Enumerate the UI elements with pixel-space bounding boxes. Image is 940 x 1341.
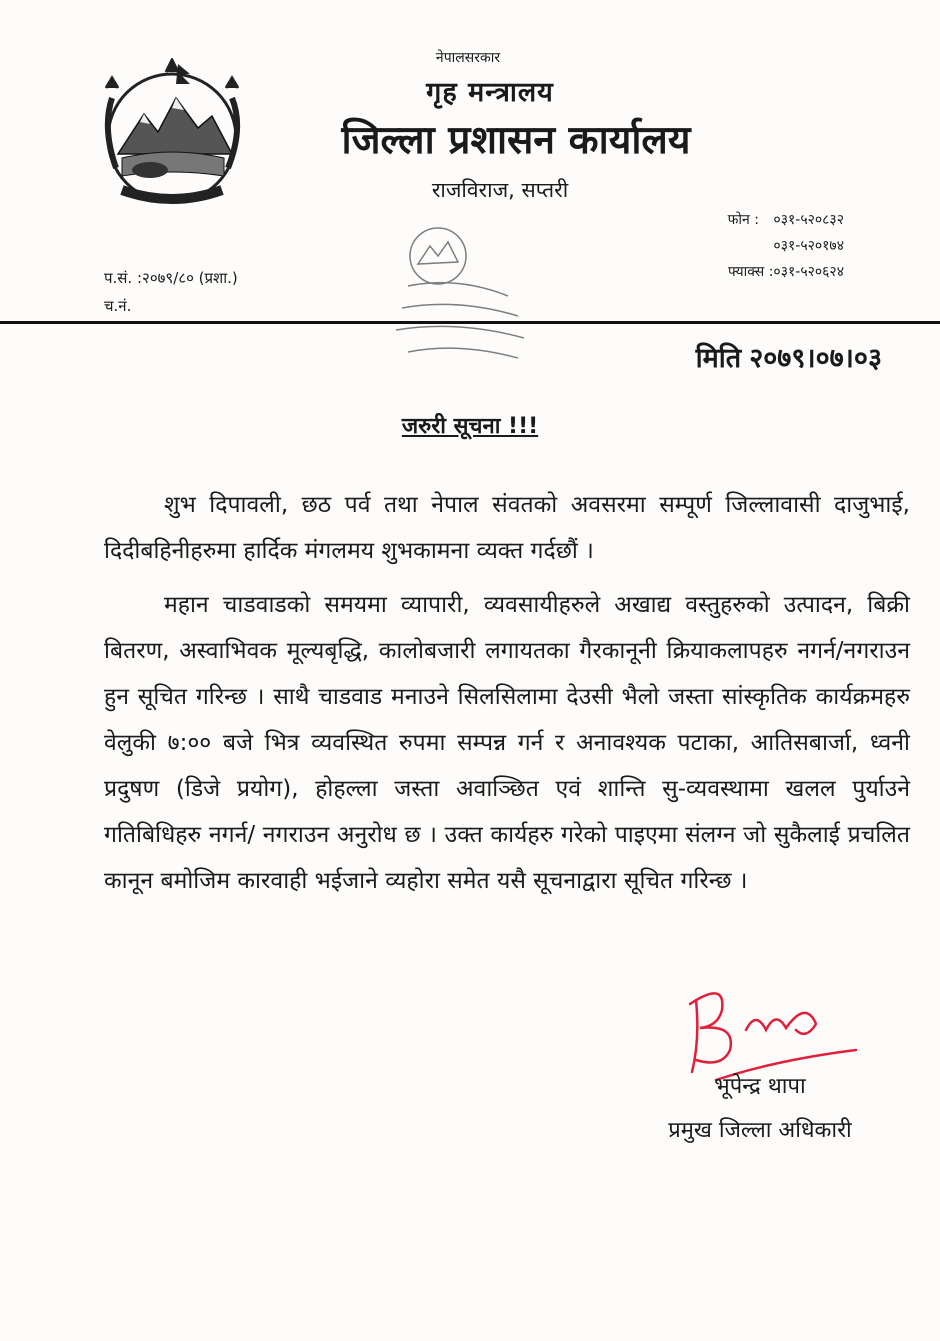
phone-number-2: ०३१-५२०१७४	[773, 238, 844, 254]
phone-label: फोन :	[727, 212, 759, 228]
nepal-emblem	[92, 58, 252, 210]
date-value: २०७९।०७।०३	[749, 343, 882, 374]
office-address: राजविराज, सप्तरी	[431, 178, 569, 202]
signer-name: भूपेन्द्र थापा	[714, 1074, 806, 1099]
reference-number: प.सं. :२०७९/८० (प्रशा.)	[104, 269, 238, 287]
ministry-name: गृह मन्त्रालय	[426, 77, 554, 108]
notice-paragraph-2: महान चाडवाडको समयमा व्यापारी, व्यवसायीहरुले अखाद्य वस्तुहरुको उत्पादन, बिक्री बितरण, अस्वाभिवक मूल्यबृद्धि, कालोबजारी लगायतका गैरकानूनी क्रियाकलापहरु नगर्न/नगराउन हुन सूचित गरिन्छ । साथै चाडवाड मनाउने सिलसिलामा देउसी भैलो जस्ता सांस्कृतिक कार्यक्रमहरु वेलुकी ७:०० बजे भित्र व्यवस्थित रुपमा सम्पन्न गर्न र अनावश्यक पटाका, आतिसबार्जा, ध्वनी प्रदुषण (डिजे प्रयोग), होहल्ला जस्ता अवाञ्छित एवं शान्ति सु-व्यवस्थामा खलल पुर्याउने गतिबिधिहरु नगर्न/ नगराउन अनुरोध छ । उक्त कार्यहरु गरेको पाइएमा संलग्न जो सुकैलाई प्रचलित कानून बमोजिम कारवाही भईजाने व्यहोरा समेत यसै सूचनाद्वारा सूचित गरिन्छ ।	[104, 592, 910, 894]
fax-row	[728, 262, 844, 281]
office-stamp	[378, 216, 538, 376]
office-name: जिल्ला प्रशासन कार्यालय	[341, 118, 691, 163]
government-name: नेपालसरकार	[435, 50, 501, 66]
header-divider	[0, 321, 940, 324]
dispatch-number: च.नं.	[104, 297, 132, 315]
signer-title: प्रमुख जिल्ला अधिकारी	[668, 1118, 852, 1143]
date-label: मिति	[695, 343, 742, 374]
phone-number-1: ०३१-५२०८३२	[773, 212, 844, 228]
fax-label: फ्याक्स :	[727, 264, 774, 280]
notice-title: जरुरी सूचना !!!	[401, 414, 539, 439]
fax-number: ०३१-५२०६२४	[773, 264, 844, 280]
notice-date	[696, 338, 882, 375]
notice-paragraph-1: शुभ दिपावली, छठ पर्व तथा नेपाल संवतको अवसरमा सम्पूर्ण जिल्लावासी दाजुभाई, दिदीबहिनीहरुमा हार्दिक मंगलमय शुभकामना व्यक्त गर्दछौं ।	[104, 492, 910, 564]
phone-row	[728, 210, 844, 229]
